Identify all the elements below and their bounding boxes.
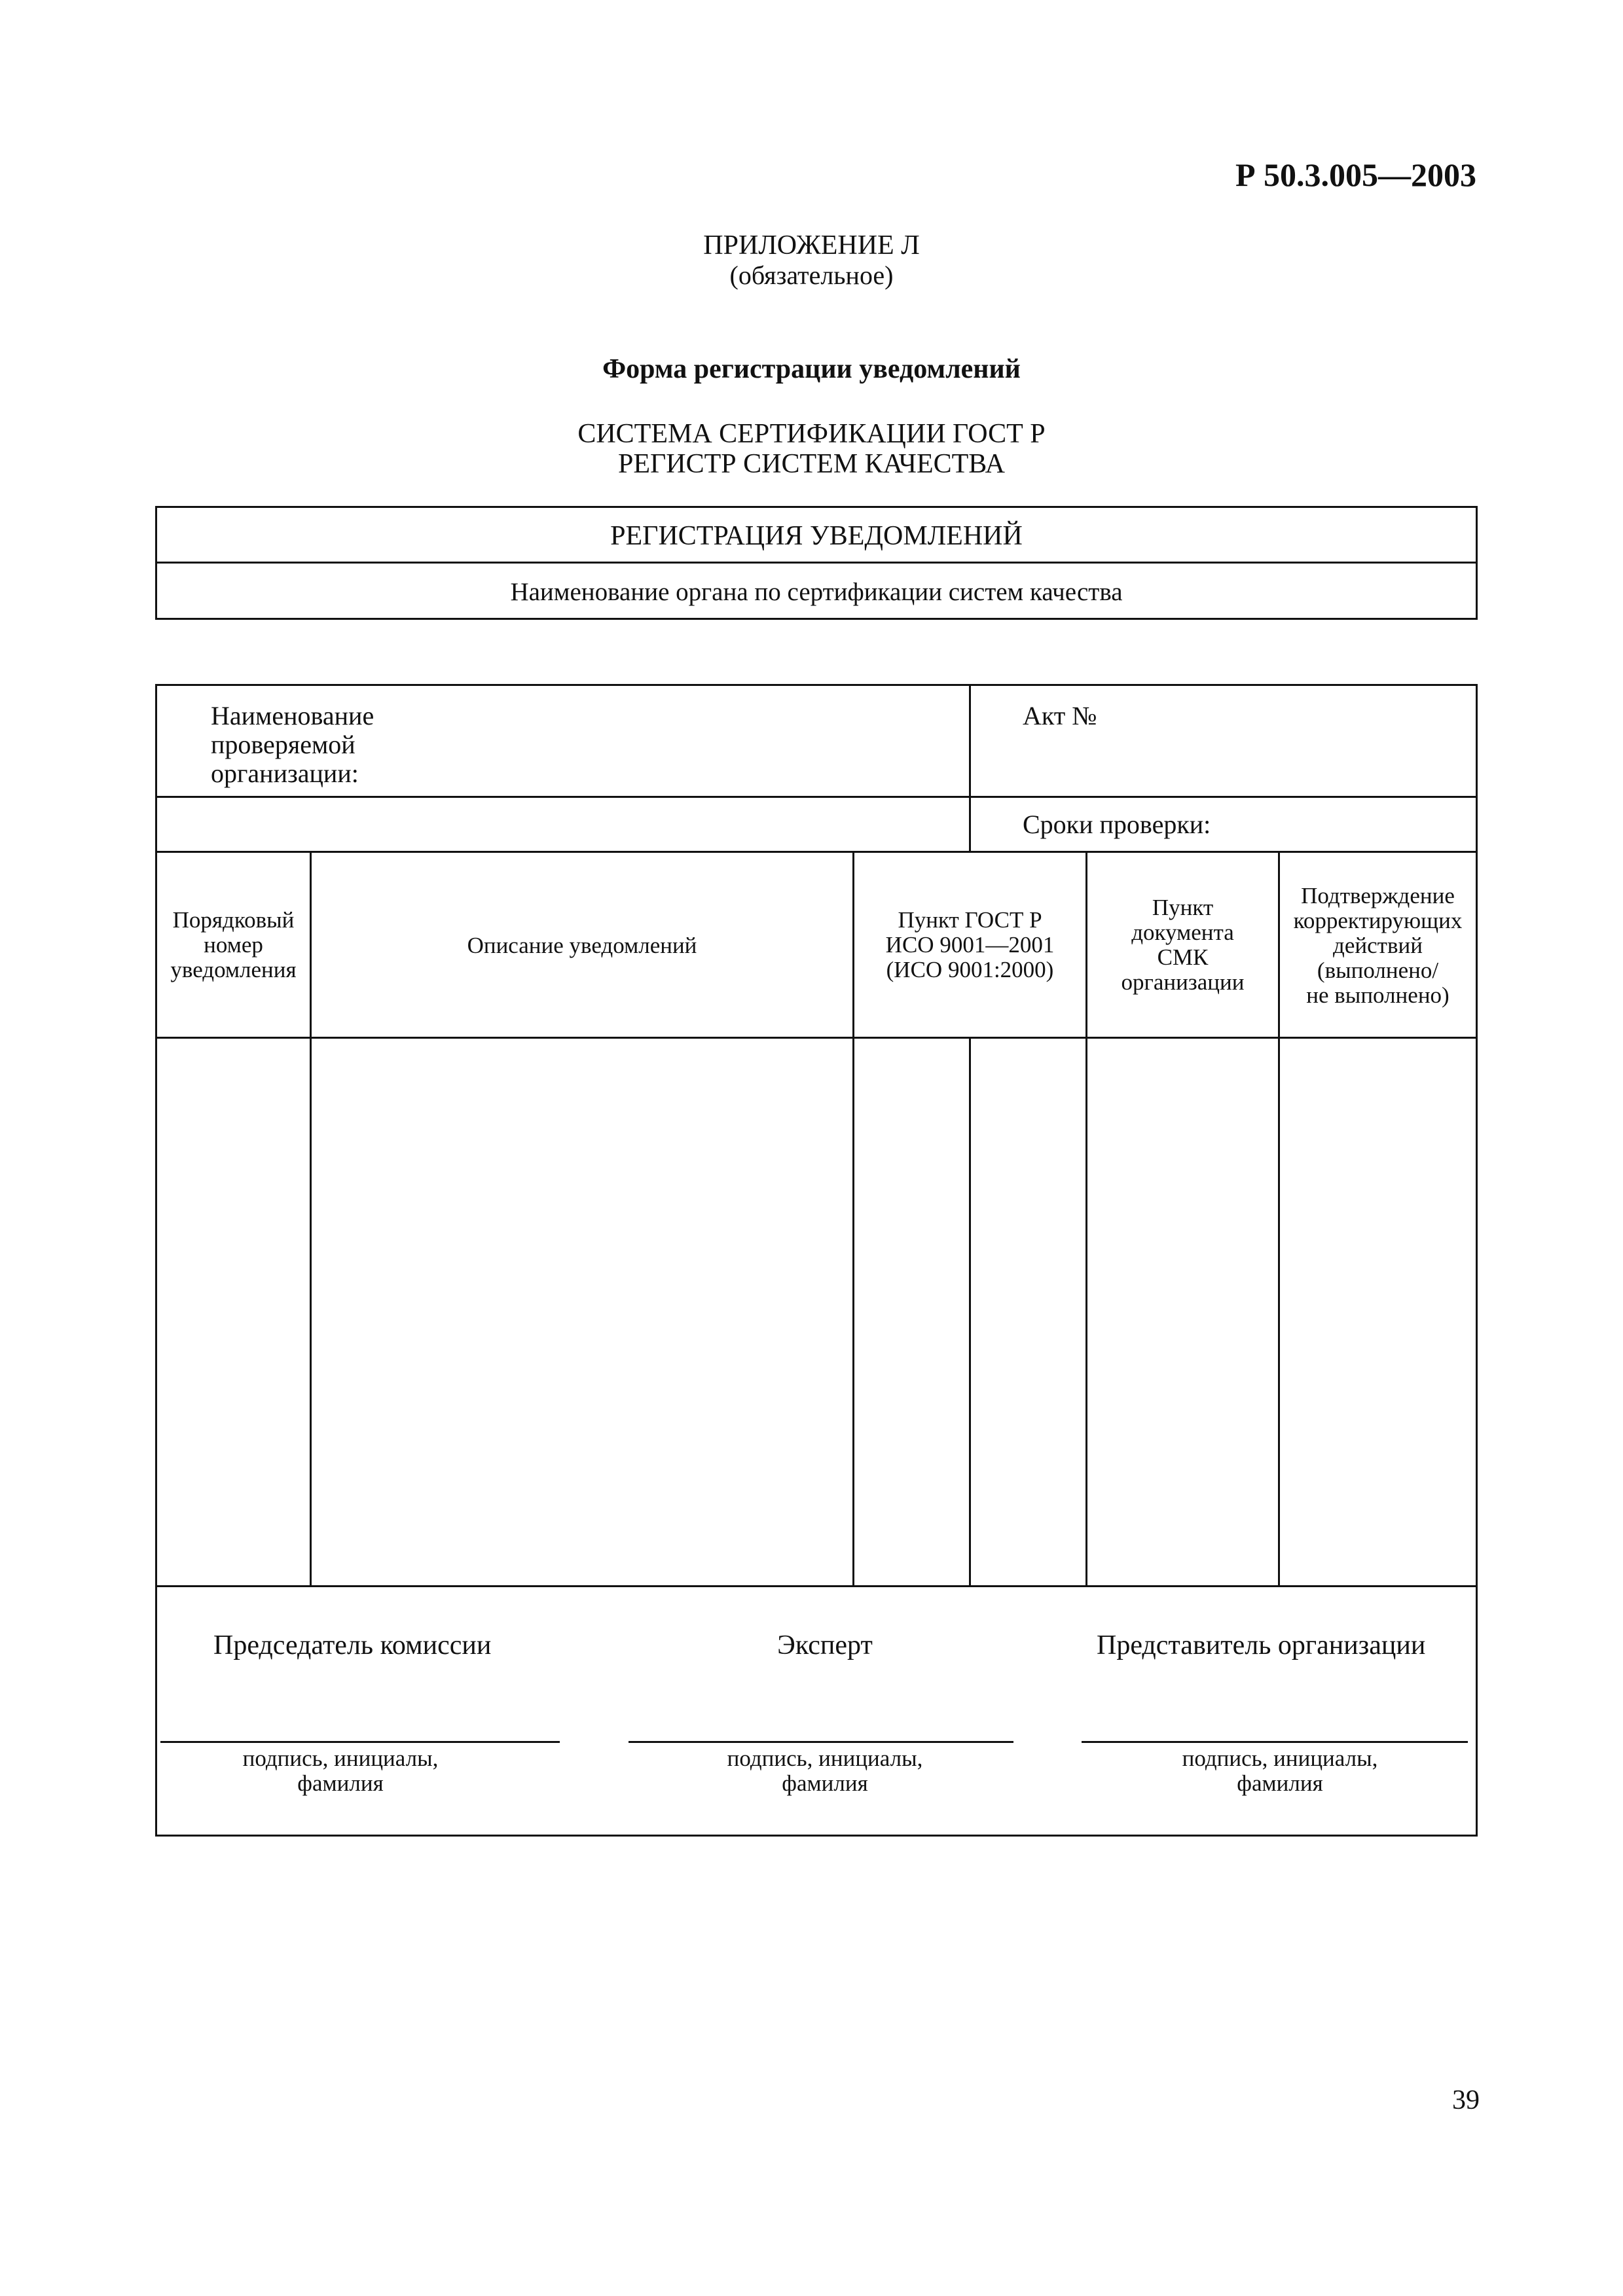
entry-cell-confirmation[interactable] [1280, 1039, 1476, 1585]
page-number: 39 [1452, 2085, 1480, 2115]
document-number: Р 50.3.005—2003 [1235, 156, 1476, 193]
signature-expert-label: Эксперт [777, 1630, 873, 1660]
entry-cell-number[interactable] [157, 1039, 310, 1585]
col-header-gost-clause: Пункт ГОСТ Р ИСО 9001—2001 (ИСО 9001:2000) [885, 907, 1055, 982]
system-line-1: СИСТЕМА СЕРТИФИКАЦИИ ГОСТ Р [577, 419, 1046, 449]
signature-rep-label: Представитель организации [1097, 1630, 1426, 1660]
signature-chair-label: Председатель комиссии [213, 1630, 492, 1660]
entry-cell-gost-clause-b[interactable] [971, 1039, 1085, 1585]
signature-line-chair[interactable] [160, 1741, 560, 1743]
act-number-label: Акт № [1023, 701, 1097, 730]
col-header-number: Порядковый номер уведомления [170, 907, 297, 982]
appendix-type: (обязательное) [729, 260, 894, 290]
registration-title: РЕГИСТРАЦИЯ УВЕДОМЛЕНИЙ [610, 521, 1023, 551]
signature-line-rep[interactable] [1082, 1741, 1468, 1743]
col-header-description: Описание уведомлений [467, 933, 697, 958]
appendix-title: ПРИЛОЖЕНИЕ Л [703, 230, 920, 260]
org-name-label: Наименование проверяемой организации: [211, 701, 374, 788]
signature-line-expert[interactable] [629, 1741, 1013, 1743]
col-header-confirmation: Подтверждение корректирующих действий (выполнено/ не выполнено) [1293, 883, 1463, 1008]
entry-cell-gost-clause-a[interactable] [854, 1039, 969, 1585]
signature-caption-chair: подпись, инициалы, фамилия [242, 1746, 439, 1796]
entry-cell-description[interactable] [312, 1039, 852, 1585]
system-line-2: РЕГИСТР СИСТЕМ КАЧЕСТВА [618, 449, 1005, 479]
entry-cell-qms-clause[interactable] [1087, 1039, 1278, 1585]
cert-body-name-label: Наименование органа по сертификации систем качества [510, 578, 1123, 606]
signature-caption-expert: подпись, инициалы, фамилия [727, 1746, 923, 1796]
form-title: Форма регистрации уведомлений [602, 354, 1021, 384]
col-header-qms-clause: Пункт документа СМК организации [1121, 895, 1245, 995]
signature-caption-rep: подпись, инициалы, фамилия [1182, 1746, 1378, 1796]
audit-dates-label: Сроки проверки: [1023, 810, 1211, 839]
